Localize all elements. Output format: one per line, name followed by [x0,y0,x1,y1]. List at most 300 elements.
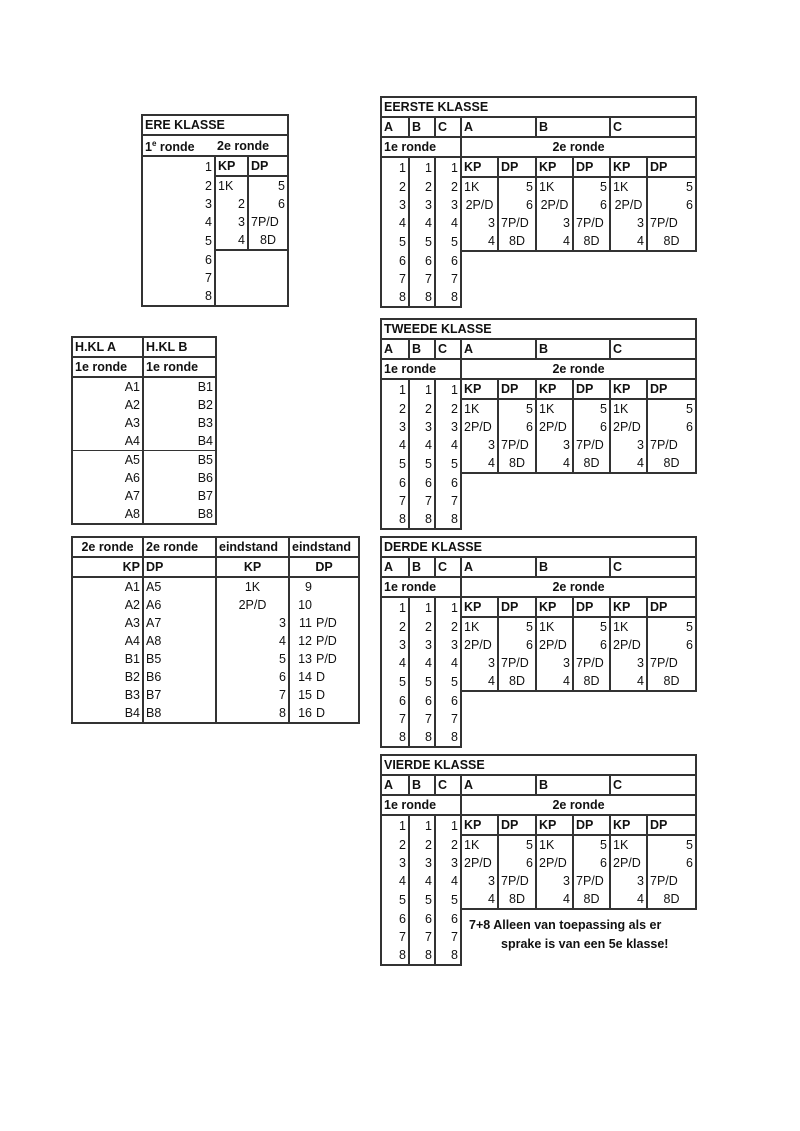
klasse-col-b: B [409,557,435,577]
klasse-kp: 4 [536,454,573,473]
final-row [72,614,359,632]
klasse-kp: 1K [536,399,573,418]
klasse-num-a: 1 [381,157,409,177]
klasse-num-b: 1 [409,157,435,177]
klasse-title: VIERDE KLASSE [381,755,696,775]
klasse-row [381,288,696,307]
klasse-kp: 4 [610,672,647,691]
final-cell-kp: 6 [216,668,289,686]
klasse-ronde2: 2e ronde [461,359,696,379]
klasse-row [381,597,696,617]
klasse-num-c: 8 [435,946,461,965]
klasse-dp: DP [647,815,696,835]
klasse-table-2 [380,536,697,748]
hkl-b: B7 [143,487,216,505]
hkl-head-a: H.KL A [72,337,143,357]
klasse-kp: 4 [461,890,498,909]
final-cell-dp-suffix [314,577,359,596]
klasse-kp: KP [610,597,647,617]
klasse-num-c: 7 [435,928,461,946]
klasse-row [381,854,696,872]
klasse-col-c2: C [610,117,696,137]
klasse-kp: 2P/D [536,854,573,872]
hkl-b: B2 [143,396,216,414]
klasse-dp: DP [647,379,696,399]
ere-row-num: 8 [142,287,215,306]
klasse-kp: KP [461,379,498,399]
klasse-dp: 6 [498,636,536,654]
final-cell-dp: 16 [289,704,314,723]
klasse-col-b2: B [536,117,610,137]
final-row [72,686,359,704]
klasse-kp: KP [461,815,498,835]
hkl-b: B3 [143,414,216,432]
final-cell-a: B3 [72,686,143,704]
klasse-num-a: 4 [381,654,409,672]
klasse-row [381,710,696,728]
final-row [72,668,359,686]
final-cell-dp: 13 [298,652,312,666]
klasse-num-a: 2 [381,835,409,854]
klasse-num-a: 8 [381,946,409,965]
klasse-num-a: 5 [381,672,409,691]
klasse-num-a: 1 [381,379,409,399]
klasse-dp: 7P/D [573,436,610,454]
final-cell-b: B7 [143,686,216,704]
final-cell-b: B6 [143,668,216,686]
klasse-dp: 7P/D [498,214,536,232]
hkl-sub-b: 1e ronde [143,357,216,377]
klasse-col-a2: A [461,339,536,359]
klasse-num-b: 1 [409,815,435,835]
ere-grid [141,114,289,307]
klasse-num-b: 4 [409,214,435,232]
klasse-num-b: 2 [409,399,435,418]
ere-title: ERE KLASSE [142,115,288,135]
klasse-num-a: 7 [381,710,409,728]
klasse-kp: KP [461,157,498,177]
final-cell-dp: 15 [298,688,312,702]
klasse-dp: DP [498,157,536,177]
klasse-num-c: 3 [435,636,461,654]
final-cell-kp: 8 [216,704,289,723]
hkl-a: A5 [72,451,143,470]
klasse-kp: 1K [610,177,647,196]
klasse-col-c: C [435,339,461,359]
final-subhead: KP [216,557,289,577]
klasse-num-c: 3 [435,196,461,214]
klasse-num-c: 5 [435,232,461,251]
klasse-dp: DP [498,815,536,835]
klasse-col-a2: A [461,557,536,577]
klasse-kp: 1K [461,399,498,418]
ere-klasse-table [141,114,289,307]
klasse-dp: 6 [647,196,696,214]
final-cell-dp: 14 [298,670,312,684]
klasse-grid [380,536,697,748]
klasse-num-c: 7 [435,492,461,510]
klasse-kp: 1K [536,835,573,854]
final-subhead: DP [143,557,216,577]
klasse-dp: DP [573,815,610,835]
klasse-row [381,835,696,854]
klasse-dp: 8D [498,232,536,251]
klasse-kp: 2P/D [536,636,573,654]
klasse-dp: 5 [647,617,696,636]
final-cell-kp: 2P/D [216,596,289,614]
klasse-dp: DP [573,157,610,177]
klasse-ronde1: 1e ronde [381,795,461,815]
ere-row-num: 7 [142,269,215,287]
final-cell-b: A6 [143,596,216,614]
klasse-kp: 1K [461,835,498,854]
klasse-kp: KP [610,815,647,835]
klasse-kp: 2P/D [461,418,498,436]
ere-dp: 5 [248,176,288,195]
klasse-kp: 2P/D [610,854,647,872]
klasse-dp: 5 [498,617,536,636]
klasse-num-a: 7 [381,928,409,946]
hkl-a: A8 [72,505,143,524]
final-head: 2e ronde [72,537,143,557]
klasse-dp: 6 [498,854,536,872]
klasse-num-c: 4 [435,872,461,890]
klasse-num-a: 5 [381,232,409,251]
klasse-kp: 4 [610,454,647,473]
klasse-dp: 8D [647,232,696,251]
klasse-row [381,379,696,399]
klasse-row [381,872,696,890]
klasse-col-a: A [381,557,409,577]
klasse-dp: 5 [647,177,696,196]
klasse-dp: 5 [573,835,610,854]
ere-ronde1: 1e ronde [142,135,215,156]
note-line-2: sprake is van een 5e klasse! [501,937,669,951]
klasse-col-b2: B [536,557,610,577]
klasse-num-c: 4 [435,654,461,672]
klasse-num-c: 3 [435,854,461,872]
final-cell-dp-suffix: D [314,668,359,686]
klasse-col-c: C [435,117,461,137]
klasse-row [381,196,696,214]
klasse-col-c2: C [610,775,696,795]
klasse-num-a: 3 [381,636,409,654]
klasse-dp: 5 [573,617,610,636]
klasse-num-a: 2 [381,617,409,636]
klasse-dp: 6 [573,418,610,436]
hkl-grid [71,336,217,525]
klasse-num-a: 4 [381,214,409,232]
klasse-num-c: 6 [435,473,461,492]
klasse-kp: 4 [610,890,647,909]
final-head: eindstand [216,537,289,557]
final-cell-b: B5 [143,650,216,668]
klasse-kp: 2P/D [461,196,498,214]
klasse-dp: 7P/D [647,654,696,672]
final-cell-a: B2 [72,668,143,686]
klasse-num-b: 4 [409,436,435,454]
klasse-num-c: 1 [435,379,461,399]
klasse-num-c: 6 [435,251,461,270]
klasse-row [381,270,696,288]
klasse-row [381,473,696,492]
klasse-dp: 8D [647,890,696,909]
klasse-num-b: 7 [409,492,435,510]
klasse-col-b: B [409,339,435,359]
klasse-kp: 3 [610,872,647,890]
klasse-title: DERDE KLASSE [381,537,696,557]
klasse-kp: 1K [536,177,573,196]
klasse-kp: KP [536,157,573,177]
klasse-kp: 4 [461,232,498,251]
klasse-col-b2: B [536,339,610,359]
klasse-col-a: A [381,775,409,795]
klasse-row [381,636,696,654]
klasse-num-a: 5 [381,890,409,909]
hkl-b: B1 [143,377,216,396]
hkl-a: A3 [72,414,143,432]
final-cell-kp: 3 [216,614,289,632]
hkl-b: B4 [143,432,216,451]
klasse-dp: DP [498,379,536,399]
klasse-kp: KP [610,157,647,177]
hkl-head-b: H.KL B [143,337,216,357]
klasse-num-b: 5 [409,454,435,473]
final-cell-kp: 7 [216,686,289,704]
klasse-num-a: 6 [381,691,409,710]
klasse-dp: 8D [573,454,610,473]
final-subhead: KP [72,557,143,577]
klasse-num-c: 4 [435,436,461,454]
klasse-kp: 3 [461,654,498,672]
klasse-kp: 4 [610,232,647,251]
klasse-dp: DP [498,597,536,617]
klasse-kp: 3 [536,654,573,672]
klasse-row [381,672,696,691]
klasse-dp: DP [573,379,610,399]
klasse-dp: 7P/D [573,214,610,232]
hkl-b: B5 [143,451,216,470]
klasse-kp: 3 [610,436,647,454]
klasse-dp: 5 [647,835,696,854]
ere-row-num: 4 [142,213,215,231]
eindstand-grid [71,536,360,724]
klasse-num-b: 2 [409,177,435,196]
ere-dp: 7P/D [248,213,288,231]
klasse-num-c: 7 [435,270,461,288]
final-cell-dp: 12 [298,634,312,648]
klasse-kp: 3 [461,872,498,890]
klasse-table-1 [380,318,697,530]
klasse-row [381,214,696,232]
klasse-num-b: 3 [409,636,435,654]
klasse-num-c: 2 [435,399,461,418]
klasse-col-b: B [409,775,435,795]
final-cell-a: B1 [72,650,143,668]
klasse-col-b2: B [536,775,610,795]
klasse-num-b: 7 [409,270,435,288]
klasse-num-a: 8 [381,288,409,307]
klasse-num-a: 7 [381,270,409,288]
klasse-kp: 2P/D [536,196,573,214]
klasse-dp: 6 [647,636,696,654]
klasse-row [381,157,696,177]
klasse-kp: 3 [461,214,498,232]
final-cell-b: A8 [143,632,216,650]
klasse-num-c: 4 [435,214,461,232]
klasse-kp: 1K [610,617,647,636]
hkl-b: B8 [143,505,216,524]
klasse-ronde2: 2e ronde [461,577,696,597]
klasse-ronde1: 1e ronde [381,137,461,157]
klasse-num-a: 5 [381,454,409,473]
ere-kp: 4 [215,231,248,250]
hkl-a: A6 [72,469,143,487]
klasse-dp: 7P/D [573,872,610,890]
klasse-num-a: 3 [381,196,409,214]
klasse-dp: 7P/D [647,872,696,890]
klasse-col-a: A [381,117,409,137]
final-row [72,577,359,596]
eindstand-table [71,536,360,724]
klasse-kp: 1K [610,835,647,854]
klasse-num-b: 6 [409,691,435,710]
hkl-a: A7 [72,487,143,505]
klasse-num-b: 8 [409,728,435,747]
klasse-num-c: 1 [435,597,461,617]
klasse-kp: 1K [461,617,498,636]
klasse-num-b: 3 [409,854,435,872]
klasse-num-b: 4 [409,654,435,672]
klasse-num-a: 8 [381,728,409,747]
final-head: 2e ronde [143,537,216,557]
klasse-num-a: 6 [381,473,409,492]
klasse-dp: 8D [647,672,696,691]
klasse-kp: 2P/D [610,418,647,436]
final-cell-dp-suffix: P/D [314,614,359,632]
final-cell-kp: 1K [216,577,289,596]
klasse-dp: DP [573,597,610,617]
klasse-kp: 4 [461,672,498,691]
klasse-kp: 4 [536,232,573,251]
klasse-dp: 6 [647,418,696,436]
klasse-kp: 3 [536,436,573,454]
klasse-col-c2: C [610,557,696,577]
klasse-row [381,815,696,835]
klasse-row [381,399,696,418]
klasse-row [381,728,696,747]
klasse-num-b: 1 [409,597,435,617]
klasse-num-b: 7 [409,928,435,946]
klasse-num-b: 8 [409,510,435,529]
klasse-kp: 2P/D [610,196,647,214]
hkl-sub-a: 1e ronde [72,357,143,377]
klasse-dp: 7P/D [498,654,536,672]
klasse-kp: 2P/D [610,636,647,654]
final-cell-a: A3 [72,614,143,632]
klasse-num-a: 7 [381,492,409,510]
klasse-ronde2: 2e ronde [461,795,696,815]
klasse-num-b: 3 [409,196,435,214]
klasse-num-c: 1 [435,815,461,835]
klasse-num-a: 3 [381,418,409,436]
klasse-dp: 6 [647,854,696,872]
klasse-num-c: 6 [435,909,461,928]
klasse-num-c: 2 [435,177,461,196]
klasse-col-c: C [435,775,461,795]
hkl-b: B6 [143,469,216,487]
klasse-col-c2: C [610,339,696,359]
klasse-grid [380,96,697,308]
hkl-a: A4 [72,432,143,451]
klasse-num-a: 6 [381,251,409,270]
final-cell-a: A1 [72,577,143,596]
ere-dp: 8D [248,231,288,250]
final-row [72,650,359,668]
klasse-grid [380,754,697,966]
final-cell-dp: 11 [299,616,312,630]
klasse-ronde2: 2e ronde [461,137,696,157]
klasse-dp: 5 [573,399,610,418]
klasse-dp: 5 [498,399,536,418]
klasse-dp: 6 [573,196,610,214]
klasse-kp: 2P/D [536,418,573,436]
klasse-num-b: 4 [409,872,435,890]
klasse-num-c: 6 [435,691,461,710]
klasse-dp: 5 [573,177,610,196]
ere-ronde2: 2e ronde [215,135,288,156]
final-cell-b: B8 [143,704,216,723]
klasse-dp: 6 [573,854,610,872]
klasse-dp: 8D [498,672,536,691]
klasse-num-c: 5 [435,672,461,691]
klasse-num-a: 4 [381,436,409,454]
klasse-num-b: 6 [409,473,435,492]
klasse-dp: 7P/D [647,436,696,454]
klasse-num-a: 2 [381,177,409,196]
klasse-num-c: 8 [435,510,461,529]
klasse-dp: 7P/D [573,654,610,672]
klasse-num-b: 2 [409,835,435,854]
klasse-num-b: 6 [409,909,435,928]
ere-dp: 6 [248,195,288,213]
klasse-col-c: C [435,557,461,577]
klasse-num-a: 6 [381,909,409,928]
klasse-row [381,436,696,454]
klasse-row [381,654,696,672]
klasse-dp: 8D [573,890,610,909]
klasse-num-b: 1 [409,379,435,399]
final-row [72,596,359,614]
klasse-dp: 5 [647,399,696,418]
note-line-1: 7+8 Alleen van toepassing als er [469,918,662,932]
klasse-kp: 4 [461,454,498,473]
klasse-dp: 8D [498,454,536,473]
klasse-row [381,691,696,710]
klasse-title: TWEEDE KLASSE [381,319,696,339]
klasse-table-3 [380,754,697,966]
klasse-num-c: 3 [435,418,461,436]
klasse-num-b: 6 [409,251,435,270]
klasse-kp: 1K [536,617,573,636]
final-body [72,577,359,723]
final-head: eindstand [289,537,359,557]
klasse-num-b: 8 [409,946,435,965]
klasse-row [381,617,696,636]
final-row [72,704,359,723]
klasse-kp: KP [536,379,573,399]
ere-row-num: 5 [142,231,215,250]
